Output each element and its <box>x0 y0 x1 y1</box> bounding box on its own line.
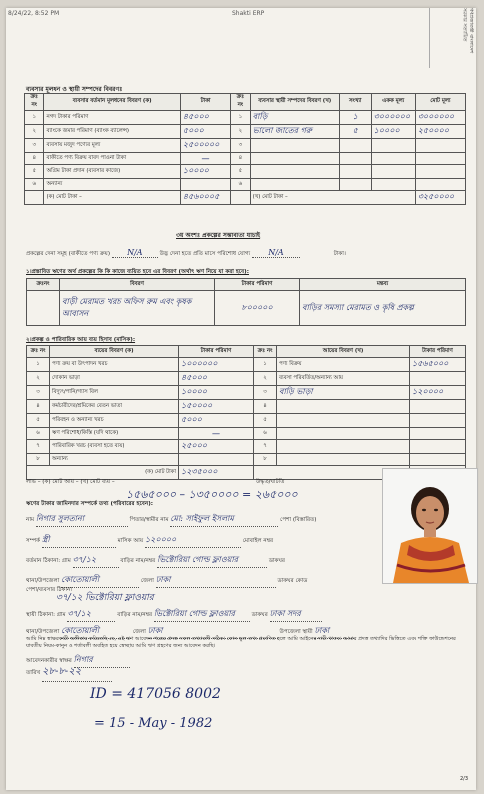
hdr-capital-desc: ব্যবসার বর্তমান মূলধনের বিবরণ (ক) <box>44 94 180 111</box>
page-number: 2/3 <box>460 776 469 782</box>
loan-usage-remark: বাড়ির সমস্যা মেরামত ও কৃষি প্রকল্প <box>300 291 466 326</box>
table-row: ৪ বাকীতে পণ্য বিক্রয় বাবদ পাওনা টাকা — ৪ <box>25 153 466 165</box>
document-page <box>6 8 476 790</box>
table-row: ৬ ঋণ পরিশোধ/কিস্তি (যদি থাকে) — ৬ <box>27 428 466 440</box>
table-row: ৩ ব্যবসায় মজুদ পণ্যের মূল্য ২৫০০০০০ ৩ <box>25 139 466 153</box>
permanent-house: ভিক্টোরিয়া গোল্ড ফ্লাওয়ার <box>154 608 250 622</box>
asset-name: বাড়ি <box>250 111 339 125</box>
loan-usage-desc: বাড়ী মেরামত খরচ অফিস রুম এবং কৃষক আবাসন <box>60 291 215 326</box>
occupation-address-label: পেশা/ব্যবসার ঠিকানা <box>26 587 72 593</box>
section4-title: ২।প্রকল্প ও পারিবারিক আয় ব্যয় হিসাব (মাসিক): <box>26 337 136 343</box>
capital-amount: ৪৫০০০ <box>180 111 230 125</box>
hdr-sl2: ক্রঃ নং <box>231 94 250 111</box>
permanent-post: ঢাকা সদর <box>270 608 322 622</box>
table-row: ৫ পরিবহন ও অন্যান্য খরচ ৫০০০ ৫ <box>27 414 466 428</box>
hdr-asset-desc: ব্যবসার স্থায়ী সম্পদের বিবরণ (খ) <box>250 94 339 111</box>
permanent-village: ৩৭/১২ <box>67 608 115 622</box>
section1-title: ব্যবসার মূলধন ও স্থায়ী সম্পদের বিবরণঃ <box>26 86 123 93</box>
table-row: ৩ বিদ্যুৎ/পানি/গ্যাস বিল ১০০০০ ৩ বাড়ি ভাড়া ১২০০০০ <box>27 386 466 400</box>
monthly-payable-value: N/A <box>252 248 300 258</box>
total-left-label: (ক) মোট টাকা – <box>44 191 180 205</box>
guarantor-father: মো: সাইফুল ইসলাম <box>170 513 278 527</box>
totals-row <box>25 191 466 205</box>
present-address-line: বর্তমান ঠিকানা: গ্রাম ৩৭/১২ বাড়ির নাম/নম্বর ভিক্টোরিয়া গোল্ড ফ্লাওয়ার ডাকঘর <box>26 554 285 568</box>
print-header-title: Shakti ERP <box>232 10 265 17</box>
hdr-qty: সংখ্যা <box>339 94 371 111</box>
total-assets: ৩২৫০০০০ <box>415 191 465 205</box>
present-thana-line: থানা/উপজেলা কোতোয়ালী জেলা ঢাকা ডাকঘর কোড <box>26 574 307 588</box>
guarantor-relation-line: সম্পর্ক স্ত্রী মাসিক আয় ১২০০০০ মোবাইল নম্বর <box>26 534 273 548</box>
table-row: ৪ কর্মচারীদের/শ্রমিকের বেতন ভাতা ১৫০০০০ ৪ <box>27 400 466 414</box>
permanent-thana: কোতোয়ালী <box>61 625 131 639</box>
totals-row: (ক) মোট টাকা ১২৩৫০০০ <box>27 466 466 480</box>
handwritten-dob-note: = 15 - May - 1982 <box>94 716 213 731</box>
guarantor-name-line: নাম নিগার সুলতানা পিতার/স্বামীর নাম মো: সাইফুল ইসলাম পেশা (বিস্তারিত) <box>26 513 316 527</box>
permanent-thana-line: থানা/উপজেলা কোতোয়ালী জেলা ঢাকা উপজেলা স্থায়ী ঢাকা <box>26 625 354 639</box>
section3-title: ১।প্রস্তাবিত ঋণের অর্থ প্রকল্পের কি কি কাজে ব্যয়িত হবে এর বিবরণ (অর্থাৎ ঋণ নিয়ে যা করা হবে): <box>26 269 249 275</box>
occupation-address: ৩৭/১২ ভিক্টোরিয়া ফ্লাওয়ার <box>56 593 154 603</box>
permanent-union: ঢাকা <box>314 625 354 639</box>
liabilities-line: প্রকল্পের দেনা সমূহ (বাকীতে পণ্য ক্রয়) N/A উদ্ভ দেনা হতে প্রতি মাসে পরিশোধ যোগ্য N/A টাকা। <box>26 248 346 257</box>
liabilities-value: N/A <box>112 248 158 258</box>
income-expense-table: ক্রঃ নং ব্যয়ের বিবরণ (ক) টাকার পরিমাণ ক্রঃ নং আয়ের বিবরণ (খ) টাকার পরিমাণ ১ পণ্য ক্রয় বা উৎপাদন খরচ ১০০০০০০ ১ পণ্য বিক্রয় ১৫৬৫০০০ ২ দোকান ভাড়া ৪৫০০০ ২ ব্যবসা পরিবর্তিত/অন্যান্য আয় ৩ বিদ্যুৎ/পানি/গ্যাস বিল ১০০০০ ৩ বাড়ি ভাড়া ১২০০০০ ৪ কর্মচারীদের/শ্রমিকের বেতন ভাতা ১৫০০০০ ৪ ৫ পরিবহন ও অন্যান্য খরচ ৫০০০ ৫ ৬ ঋণ পরিশোধ/কিস্তি (যদি থাকে) — ৬ ৭ পারিবারিক খরচ (ব্যবসা হতে ব্যয়) ২৫০০০ ৭ ৮ অন্যান্য ৮ (ক) মোট টাকা ১২৩৫০০০ <box>26 345 466 480</box>
table-row <box>27 291 466 326</box>
present-district: ঢাকা <box>156 574 276 588</box>
present-thana: কোতোয়ালী <box>61 574 139 588</box>
total-capital: ৪৫৬০০০৫ <box>180 191 230 205</box>
table-row: ৬ অন্যান্য ৬ <box>25 179 466 191</box>
table-row: ৮ অন্যান্য ৮ <box>27 454 466 466</box>
applicant-signature: নিগার <box>74 654 130 668</box>
handwritten-id-note: ID = 417056 8002 <box>90 686 221 702</box>
table-row: ৭ পারিবারিক খরচ (ব্যবসা হতে ব্যয়) ২৫০০০ ৭ <box>27 440 466 454</box>
total-expense: ১২৩৫০০০ <box>179 466 254 480</box>
date-line: তারিখ ২৮-৮-২২ <box>26 664 112 682</box>
net-profit-label2: উদ্ধৃত/ঘাটতি <box>256 479 285 485</box>
present-address-house: ভিক্টোরিয়া গোল্ড ফ্লাওয়ার <box>157 554 267 568</box>
print-timestamp: 8/24/22, 8:52 PM <box>8 10 60 17</box>
hdr-capital-amount: টাকা <box>180 94 230 111</box>
present-address-village: ৩৭/১২ <box>73 554 119 568</box>
table-row: ১ নগদ টাকার পরিমাণ ৪৫০০০ ১ বাড়ি ১ ৩০০০০০০ ৩০০০০০০ <box>25 111 466 125</box>
applicant-photo <box>382 468 478 584</box>
guarantor-name: নিগার সুলতানা <box>36 513 128 527</box>
applicant-signature-line: আবেদনকারীর স্বাক্ষর নিগার <box>26 654 130 668</box>
guarantor-relation: স্ত্রী <box>42 534 116 548</box>
side-stamp: গণপ্রজাতন্ত্রী বাংলাদেশ সরকার সত্যায়িত <box>429 8 474 68</box>
hdr-sl: ক্রঃ নং <box>25 94 44 111</box>
hdr-unit-price: একক মূল্য <box>371 94 415 111</box>
loan-usage-amount: ৮০০০০০ <box>215 291 300 326</box>
loan-usage-table: ক্রঃনং বিবরণ টাকার পরিমাণ মন্তব্য বাড়ী মেরামত খরচ অফিস রুম এবং কৃষক আবাসন ৮০০০০০ বাড়ির সমস্যা মেরামত ও কৃষি প্রকল্প <box>26 278 466 326</box>
permanent-address-line: স্থায়ী ঠিকানা: গ্রাম ৩৭/১২ বাড়ির নাম/নম্বর ভিক্টোরিয়া গোল্ড ফ্লাওয়ার ডাকঘর ঢাকা সদর <box>26 608 322 622</box>
guarantor-income: ১২০০০০ <box>145 534 241 548</box>
total-right-label: (খ) মোট টাকা – <box>250 191 415 205</box>
table-row: ৫ অগ্রিম টাকা প্রদান (ব্যবসার কাজে) ১০০০০ ৫ <box>25 165 466 179</box>
capital-assets-table <box>24 93 466 205</box>
declaration-text: আমি নিম্ন স্বাক্ষরকারী অঙ্গীকার করিতেছি যে, এই ঋণ আবেদন পত্রের প্রদত্ত সকল তথ্যাবলী সঠিক। কোন ভুল তথ্য প্রমাণিত হলে আমি আইনের দায়ী থাকব। আমার প্রদত্ত তথ্যাদির ভিত্তিতে এবং শক্তি ফাউন্ডেশনের যাবতীয় নিয়ম-কানুন ও শর্তাবলী অবহিত হয়ে স্বেচ্ছায় আমি ঋণ গ্রহণের জন্য আবেদন করছি। <box>26 636 456 649</box>
net-profit-calc: ১৫৬৫০০০ – ১৩৫০০০০ = ২৬৫০০০ <box>126 488 298 501</box>
permanent-district: ঢাকা <box>148 625 278 639</box>
table-row: ১ পণ্য ক্রয় বা উৎপাদন খরচ ১০০০০০০ ১ পণ্য বিক্রয় ১৫৬৫০০০ <box>27 358 466 372</box>
application-date: ২৮-৮-২২ <box>42 664 112 682</box>
section2-title: ৩য় অংশঃ প্রকল্পের সম্ভাব্যতা যাচাই <box>176 232 261 239</box>
hdr-total-price: মোট মূল্য <box>415 94 465 111</box>
guarantor-title: ঋণের টাকার জামিনদার সম্পর্কে তথ্য (পরিবারের হবেন): <box>26 501 153 507</box>
net-profit-label: লাভ – (ক) মোট আয় – (খ) মোট ব্যয় – <box>26 479 115 485</box>
table-row: ২ দোকান ভাড়া ৪৫০০০ ২ ব্যবসা পরিবর্তিত/অন্যান্য আয় <box>27 372 466 386</box>
table-row: ২ ব্যাংকে জমার পরিমাণ (ব্যাংক ব্যালেন্স) ৫০০০ ২ ভালো জাতের গরু ৫ ১০০০০ ২৫০০০০ <box>25 125 466 139</box>
